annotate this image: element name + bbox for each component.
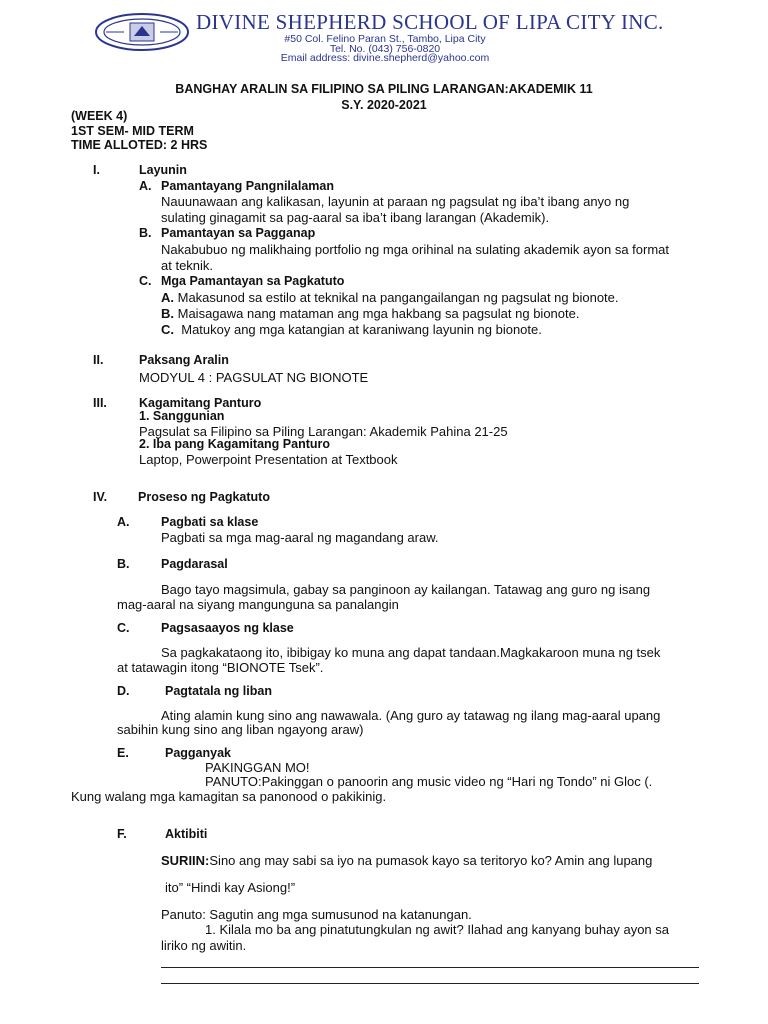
list-item: [161, 290, 619, 305]
subsection-label: A.: [139, 179, 152, 193]
paragraph-line: 1. Kilala mo ba ang pinatutungkulan ng awit? Ilahad ang kanyang buhay ayon sa: [205, 922, 670, 937]
list-item-label: B.: [161, 306, 174, 321]
school-tel: Tel. No. (043) 756-0820: [329, 43, 441, 55]
answer-line: [161, 967, 699, 968]
subsection-title: Pagtatala ng liban: [165, 684, 272, 698]
semester-label: 1ST SEM- MID TERM: [71, 124, 194, 138]
suriin-text: Sino ang may sabi sa iyo na pumasok kayo sa teritoryo ko? Amin ang lupang: [209, 853, 653, 868]
school-year: S.Y. 2020-2021: [341, 98, 427, 112]
section-title-kagamitang-panturo: Kagamitang Panturo: [139, 396, 262, 410]
list-item-label: C.: [161, 322, 174, 337]
section-title-paksang-aralin: Paksang Aralin: [139, 353, 229, 367]
subsection-title: Mga Pamantayan sa Pagkatuto: [161, 274, 345, 288]
list-item-text: Matukoy ang mga katangian at karaniwang layunin ng bionote.: [181, 322, 542, 337]
school-name: DIVINE SHEPHERD SCHOOL OF LIPA CITY INC.: [196, 10, 664, 34]
paragraph-line: Kung walang mga kamagitan sa panonood o pakikinig.: [71, 789, 387, 804]
section-title-proseso: Proseso ng Pagkatuto: [138, 490, 270, 504]
paragraph-line: at teknik.: [161, 258, 214, 273]
section-number: I.: [93, 163, 100, 177]
answer-line: [161, 983, 699, 984]
subsection-title: 1. Sanggunian: [139, 409, 225, 423]
subsection-title: Aktibiti: [165, 827, 208, 841]
school-seal-icon: [94, 12, 190, 52]
subsection-title: Pagbati sa klase: [161, 515, 259, 529]
subsection-label: C.: [139, 274, 152, 288]
subsection-label: F.: [117, 827, 127, 841]
paragraph-line: Bago tayo magsimula, gabay sa panginoon ay kailangan. Tatawag ang guro ng isang: [161, 582, 651, 597]
paragraph-line: Sa pagkakataong ito, ibibigay ko muna ang dapat tandaan.Magkakaroon muna ng tsek: [161, 645, 661, 660]
list-item-text: Maisagawa nang mataman ang mga hakbang sa pagsulat ng bionote.: [177, 306, 580, 321]
list-item-label: A.: [161, 290, 174, 305]
paragraph-line: mag-aaral na siyang mangunguna sa panalangin: [117, 597, 399, 612]
paragraph-line: Pagbati sa mga mag-aaral ng magandang araw.: [161, 530, 439, 545]
paragraph-line: Pagsulat sa Filipino sa Piling Larangan: Akademik Pahina 21-25: [139, 424, 508, 439]
subsection-title: Pamantayang Pangnilalaman: [161, 179, 334, 193]
paragraph-line: Nauunawaan ang kalikasan, layunin at paraan ng pagsulat ng iba’t ibang anyo ng: [161, 194, 630, 209]
school-address: #50 Col. Felino Paran St., Tambo, Lipa City: [284, 33, 486, 45]
paragraph-line: Panuto: Sagutin ang mga sumusunod na katanungan.: [161, 907, 472, 922]
subsection-label: A.: [117, 515, 130, 529]
paragraph-line: Ating alamin kung sino ang nawawala. (Ang guro ay tatawag ng ilang mag-aaral upang: [161, 708, 661, 723]
subsection-title: 2. Iba pang Kagamitang Panturo: [139, 437, 330, 451]
school-email: Email address: divine.shepherd@yahoo.com: [280, 52, 490, 64]
paragraph-line: PANUTO:Pakinggan o panoorin ang music video ng “Hari ng Tondo” ni Gloc (.: [205, 774, 653, 789]
paragraph-line: liriko ng awitin.: [161, 938, 247, 953]
paragraph-line: MODYUL 4 : PAGSULAT NG BIONOTE: [139, 370, 369, 385]
section-number: II.: [93, 353, 104, 367]
school-logo: [94, 12, 190, 52]
subsection-label: B.: [139, 226, 152, 240]
paragraph-line: PAKINGGAN MO!: [205, 760, 310, 775]
paragraph-line: sulating ginagamit sa pag-aaral sa iba’t ibang larangan (Akademik).: [161, 210, 550, 225]
section-number: IV.: [93, 490, 108, 504]
section-title-layunin: Layunin: [139, 163, 187, 177]
suriin-label: SURIIN:: [161, 853, 210, 868]
paragraph-line: at tatawagin itong “BIONOTE Tsek”.: [117, 660, 324, 675]
subsection-label: B.: [117, 557, 130, 571]
subsection-title: Pagdarasal: [161, 557, 228, 571]
paragraph-line: sabihin kung sino ang liban ngayong araw): [117, 722, 364, 737]
paragraph-line: ito” “Hindi kay Asiong!”: [165, 880, 296, 895]
subsection-title: Pamantayan sa Pagganap: [161, 226, 316, 240]
time-allotted-label: TIME ALLOTED: 2 HRS: [71, 138, 208, 152]
week-label: (WEEK 4): [71, 109, 128, 123]
subsection-label: C.: [117, 621, 130, 635]
paragraph-line: [161, 853, 652, 868]
section-number: III.: [93, 396, 107, 410]
subsection-title: Pagsasaayos ng klase: [161, 621, 294, 635]
list-item: [161, 306, 579, 321]
paragraph-line: Nakabubuo ng malikhaing portfolio ng mga orihinal na sulating akademik ayon sa format: [161, 242, 670, 257]
list-item: [161, 322, 542, 337]
paragraph-line: Laptop, Powerpoint Presentation at Textbook: [139, 452, 398, 467]
subsection-title: Pagganyak: [165, 746, 232, 760]
document-title: BANGHAY ARALIN SA FILIPINO SA PILING LARANGAN:AKADEMIK 11: [175, 82, 593, 96]
subsection-label: E.: [117, 746, 129, 760]
list-item-text: Makasunod sa estilo at teknikal na pangangailangan ng pagsulat ng bionote.: [177, 290, 619, 305]
subsection-label: D.: [117, 684, 130, 698]
